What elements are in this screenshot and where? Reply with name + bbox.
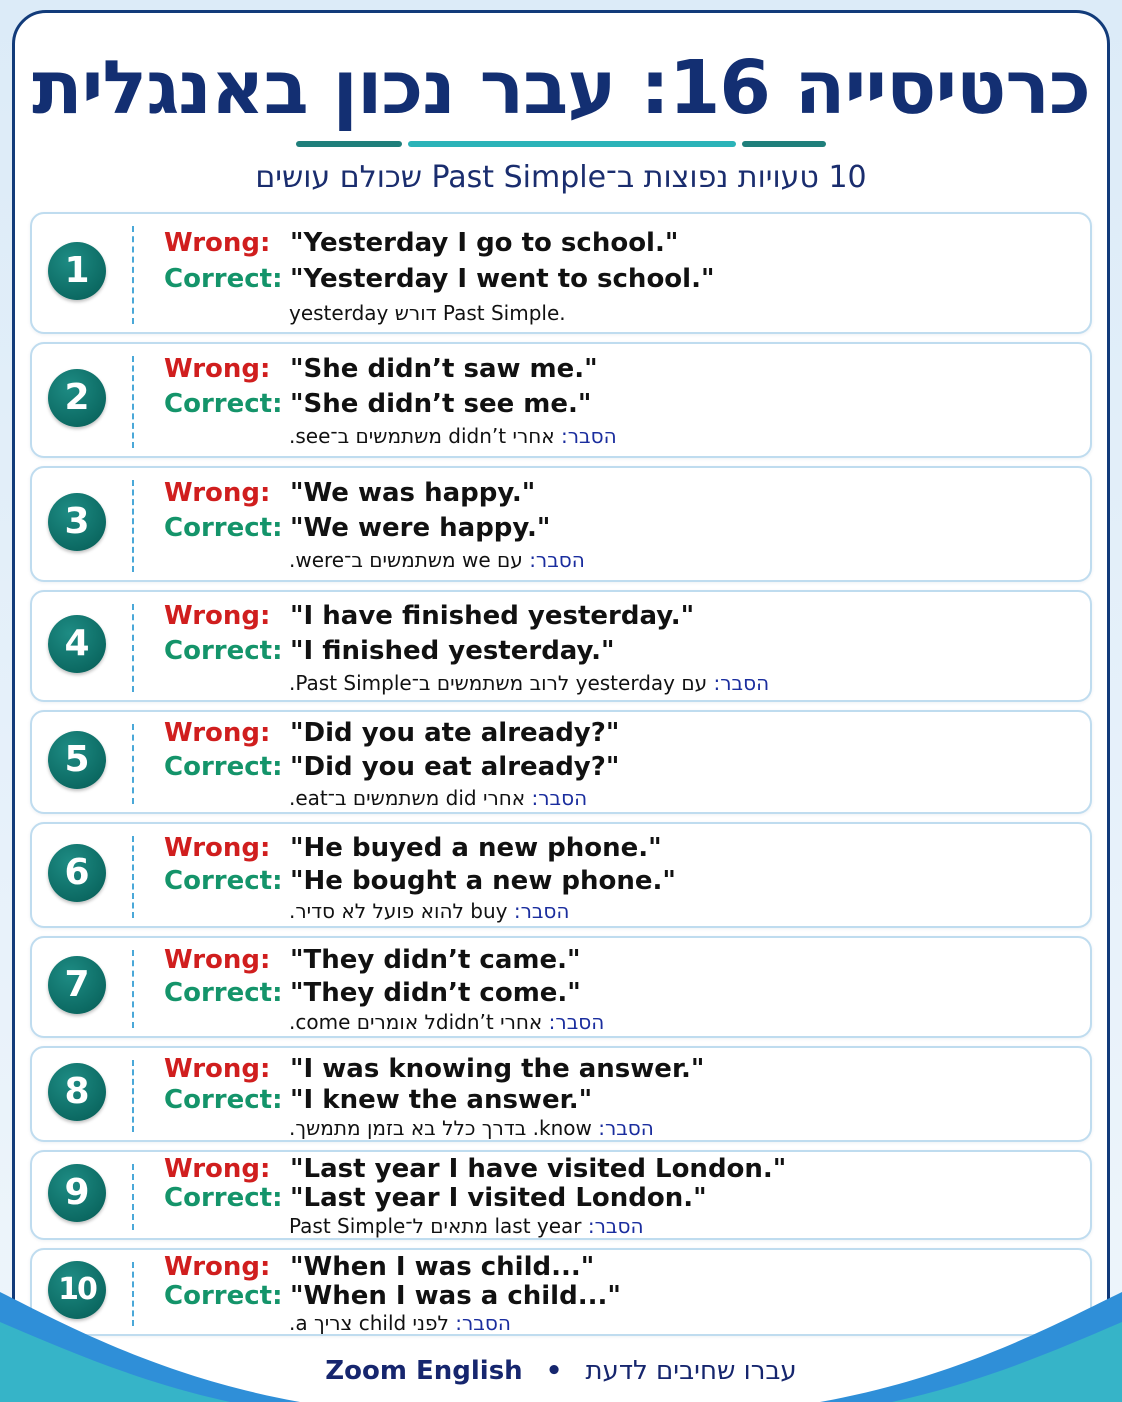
correct-sentence: "He bought a new phone." — [290, 866, 676, 896]
number-badge: 8 — [48, 1063, 106, 1121]
correct-label: Correct: — [164, 1183, 283, 1213]
explanation-label: הסבר: — [455, 1311, 511, 1335]
wrong-label: Wrong: — [164, 1054, 271, 1084]
footer-tagline: עברו שחיבים לדעת — [585, 1356, 797, 1386]
correct-sentence: "Did you eat already?" — [290, 752, 620, 782]
explanation-label: הסבר: — [598, 1116, 654, 1140]
wrong-label: Wrong: — [164, 1252, 271, 1282]
dashed-divider — [132, 480, 134, 572]
mistake-row — [30, 590, 1092, 702]
explanation-label: הסבר: — [531, 786, 588, 810]
correct-sentence: "When I was a child..." — [290, 1281, 621, 1311]
wrong-sentence: "Yesterday I go to school." — [290, 228, 679, 258]
mistake-row — [30, 936, 1092, 1038]
wrong-label: Wrong: — [164, 945, 271, 975]
wrong-label: Wrong: — [164, 1154, 271, 1184]
page-title: כרטיסייה 16: עבר נכון באנגלית — [32, 45, 1090, 131]
wrong-sentence: "Last year I have visited London." — [290, 1154, 787, 1184]
number-badge: 6 — [48, 844, 106, 902]
wrong-sentence: "When I was child..." — [290, 1252, 595, 1282]
number-badge: 3 — [48, 493, 106, 551]
dashed-divider — [132, 950, 134, 1028]
correct-label: Correct: — [164, 513, 283, 543]
dashed-divider — [132, 356, 134, 448]
explanation — [289, 1213, 644, 1239]
number-badge: 2 — [48, 369, 106, 427]
explanation-text: עם yesterday לרוב משתמשים ב־Past Simple. — [289, 671, 708, 695]
mistake-row — [30, 1046, 1092, 1142]
wrong-label: Wrong: — [164, 354, 271, 384]
dashed-divider — [132, 604, 134, 692]
explanation-text: אחרי did משתמשים ב־eat. — [289, 786, 526, 810]
wrong-label: Wrong: — [164, 478, 271, 508]
wrong-sentence: "He buyed a new phone." — [290, 833, 662, 863]
wrong-label: Wrong: — [164, 718, 271, 748]
dashed-divider — [132, 836, 134, 918]
title-underline-center — [408, 141, 736, 147]
correct-sentence: "I knew the answer." — [290, 1085, 593, 1115]
explanation-text: know. בדרך כלל בא בזמן מתמשך. — [289, 1116, 592, 1140]
number-badge: 1 — [48, 242, 106, 300]
correct-label: Correct: — [164, 389, 283, 419]
number-badge: 9 — [48, 1164, 106, 1222]
explanation — [289, 1115, 654, 1141]
correct-label: Correct: — [164, 866, 283, 896]
wrong-sentence: "I was knowing the answer." — [290, 1054, 705, 1084]
explanation-text: לפני child צריך a. — [289, 1311, 449, 1335]
wrong-label: Wrong: — [164, 228, 271, 258]
correct-label: Correct: — [164, 978, 283, 1008]
title-underline-right — [742, 141, 826, 147]
correct-sentence: "Last year I visited London." — [290, 1183, 707, 1213]
explanation-text: last year מתאים ל־Past Simple — [289, 1214, 582, 1238]
dashed-divider — [132, 226, 134, 324]
correct-sentence: "They didn’t come." — [290, 978, 581, 1008]
correct-label: Correct: — [164, 636, 283, 666]
explanation — [289, 547, 585, 573]
explanation-label: הסבר: — [713, 671, 770, 695]
dashed-divider — [132, 1060, 134, 1132]
correct-sentence: "She didn’t see me." — [290, 389, 592, 419]
title-underline-left — [296, 141, 402, 147]
wrong-sentence: "They didn’t came." — [290, 945, 581, 975]
explanation-text: עם we משתמשים ב־were. — [289, 548, 523, 572]
explanation-text: buy להוא פועל לא סדיר. — [289, 899, 508, 923]
explanation-label: הסבר: — [548, 1010, 605, 1034]
wrong-sentence: "Did you ate already?" — [290, 718, 620, 748]
explanation-label: הסבר: — [587, 1214, 644, 1238]
explanation — [289, 898, 569, 924]
explanation — [289, 300, 566, 326]
correct-label: Correct: — [164, 264, 283, 294]
explanation-text: אחרי didn’t משתמשים ב־see. — [289, 424, 555, 448]
correct-sentence: "I finished yesterday." — [290, 636, 615, 666]
correct-label: Correct: — [164, 1281, 283, 1311]
wrong-label: Wrong: — [164, 601, 271, 631]
footer-separator: • — [545, 1356, 563, 1386]
wrong-sentence: "We was happy." — [290, 478, 536, 508]
explanation — [289, 1009, 604, 1035]
explanation-label: הסבר: — [513, 899, 570, 923]
explanation-text: אחרי didn’tל אומרים come. — [289, 1010, 543, 1034]
number-badge: 5 — [48, 731, 106, 789]
mistake-row — [30, 710, 1092, 814]
correct-label: Correct: — [164, 752, 283, 782]
correct-sentence: "Yesterday I went to school." — [290, 264, 715, 294]
mistake-row — [30, 342, 1092, 458]
number-badge: 7 — [48, 956, 106, 1014]
wrong-sentence: "She didn’t saw me." — [290, 354, 598, 384]
subtitle: 10 טעויות נפוצות ב־Past Simple שכולם עושים — [255, 160, 867, 195]
number-badge: 4 — [48, 615, 106, 673]
wrong-label: Wrong: — [164, 833, 271, 863]
footer — [0, 1350, 1122, 1392]
mistake-row — [30, 212, 1092, 334]
dashed-divider — [132, 724, 134, 804]
correct-label: Correct: — [164, 1085, 283, 1115]
explanation-label: הסבר: — [561, 424, 617, 448]
wrong-sentence: "I have finished yesterday." — [290, 601, 695, 631]
mistake-row — [30, 466, 1092, 582]
mistake-row — [30, 1150, 1092, 1240]
number-badge: 10 — [48, 1261, 106, 1319]
correct-sentence: "We were happy." — [290, 513, 551, 543]
explanation — [289, 423, 617, 449]
explanation — [289, 670, 769, 696]
mistake-row — [30, 822, 1092, 928]
dashed-divider — [132, 1164, 134, 1230]
footer-brand: Zoom English — [325, 1356, 523, 1386]
explanation-text: yesterday דורש Past Simple. — [289, 301, 566, 325]
explanation — [289, 785, 587, 811]
explanation-label: הסבר: — [529, 548, 585, 572]
